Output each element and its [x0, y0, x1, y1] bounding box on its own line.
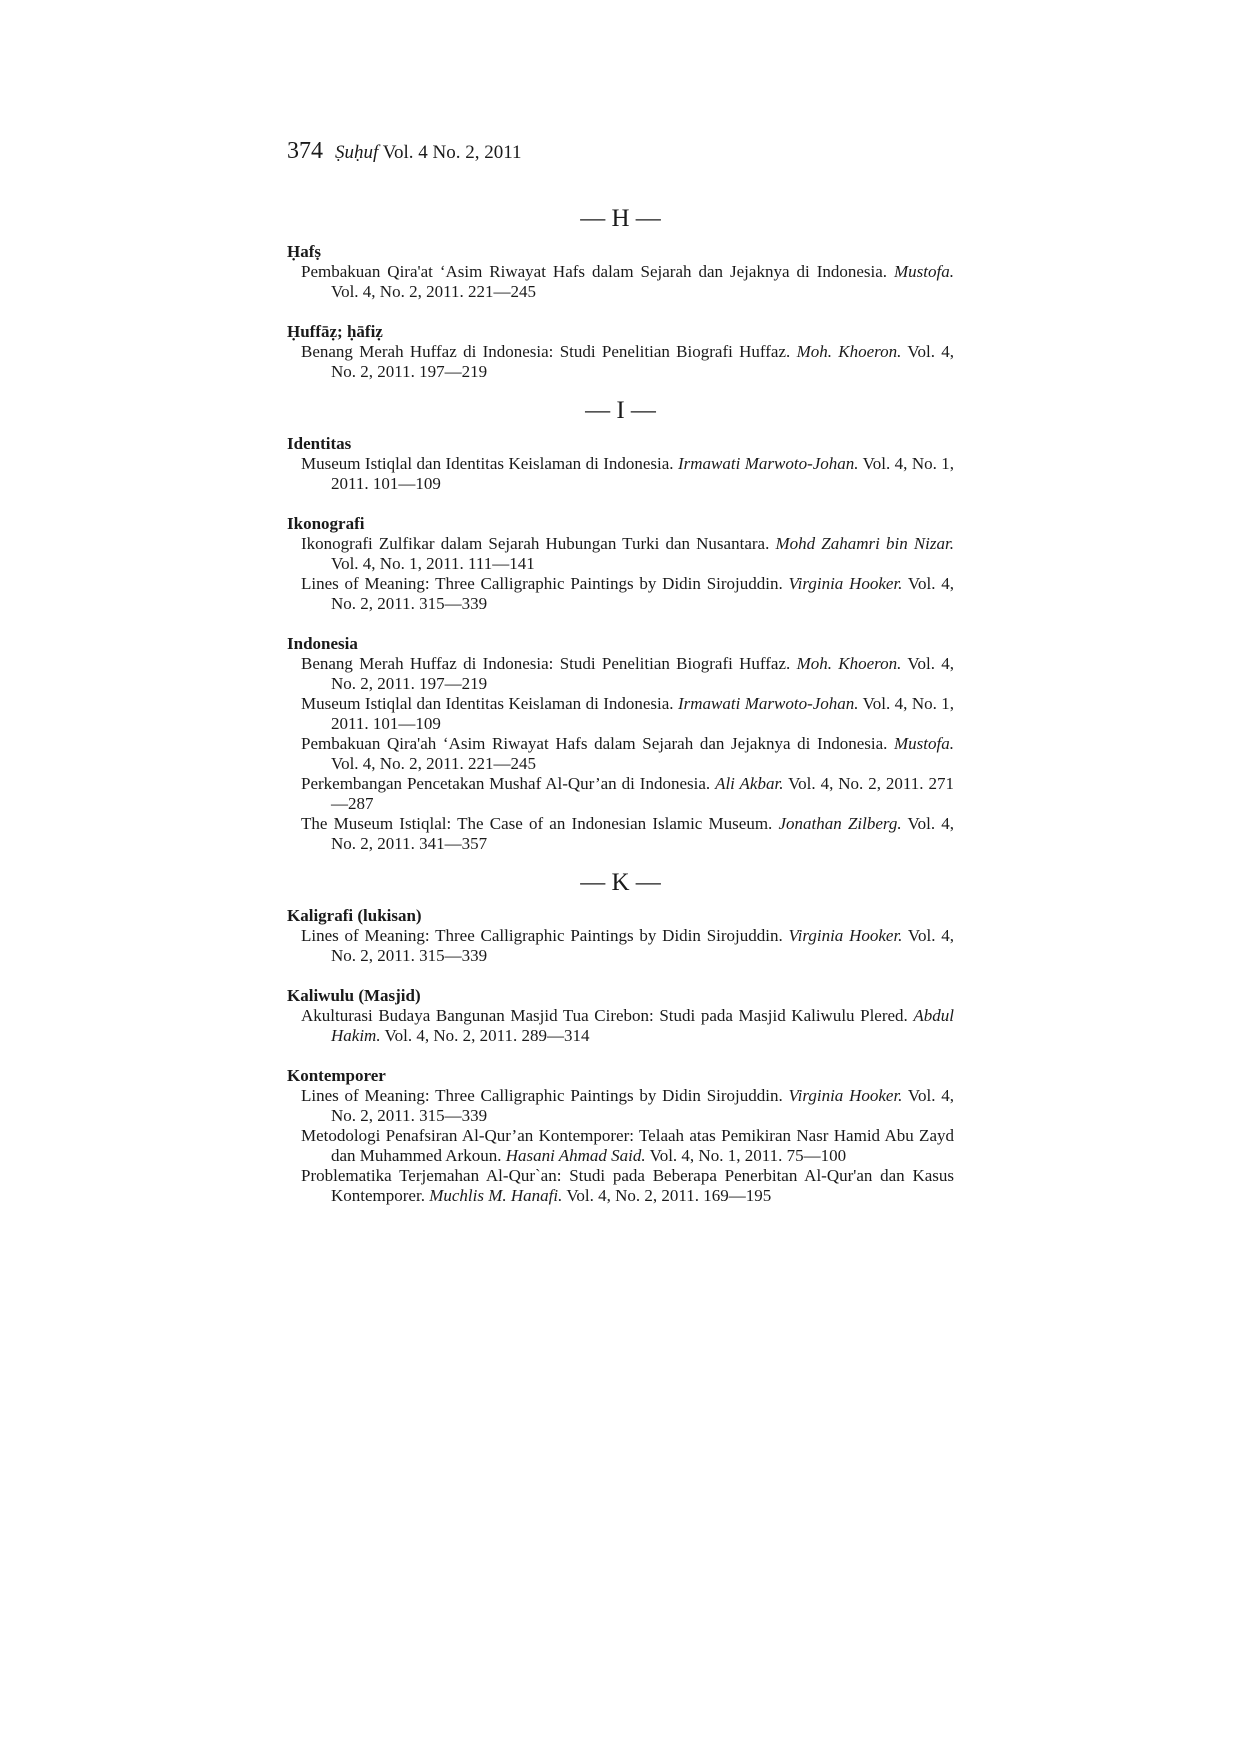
index-term-group — [287, 434, 954, 494]
entry-reference: Vol. 4, No. 2, 2011. 289—314 — [384, 1026, 590, 1045]
index-term-group — [287, 634, 954, 854]
index-term-group — [287, 322, 954, 382]
entry-author: Mohd Zahamri bin Nizar. — [775, 534, 954, 553]
entry-author: Virginia Hooker. — [788, 926, 903, 945]
entry-reference: Vol. 4, No. 1, 2011. 101—109 — [331, 454, 955, 493]
entry-author: Muchlis M. Hanafi. — [429, 1186, 563, 1205]
entry-title: Museum Istiqlal dan Identitas Keislaman di Indonesia. — [301, 454, 674, 473]
entry-title: Museum Istiqlal dan Identitas Keislaman di Indonesia. — [301, 694, 674, 713]
index-term-group — [287, 514, 954, 614]
entry-title: Metodologi Penafsiran Al-Qur’an Kontemporer: Telaah atas Pemikiran Nasr Hamid Abu Zayd dan Muhammed Arkoun. — [301, 1126, 954, 1165]
section-letter-heading: — K — — [580, 869, 661, 896]
index-term: Ḥuffāẓ; ḥāfiẓ — [287, 322, 383, 341]
entry-author: Virginia Hooker. — [788, 1086, 903, 1105]
entry-reference: Vol. 4, No. 2, 2011. 197—219 — [331, 654, 954, 693]
entry-author: Moh. Khoeron. — [796, 654, 902, 673]
section-letter-heading: — I — — [585, 397, 656, 424]
entry-reference: Vol. 4, No. 2, 2011. 221—245 — [331, 754, 536, 773]
entry-title: Benang Merah Huffaz di Indonesia: Studi Penelitian Biografi Huffaz. — [301, 654, 791, 673]
index-entry — [301, 454, 955, 494]
index-section — [287, 396, 954, 854]
entry-author: Abdul Hakim. — [331, 1006, 954, 1045]
entry-reference: Vol. 4, No. 2, 2011. 341—357 — [331, 814, 955, 853]
running-header — [287, 138, 522, 165]
index-term-group — [287, 986, 954, 1046]
index-term-group — [287, 906, 954, 966]
index-term-group — [287, 242, 954, 302]
index-term: Kaliwulu (Masjid) — [287, 986, 421, 1005]
entry-reference: Vol. 4, No. 2, 2011. 197—219 — [331, 342, 954, 381]
entry-author: Moh. Khoeron. — [796, 342, 902, 361]
index-term: Kaligrafi (lukisan) — [287, 906, 422, 925]
index-entry — [301, 1086, 954, 1126]
entry-author: Mustofa. — [894, 262, 954, 281]
index-entry — [301, 734, 954, 774]
index-section — [287, 204, 954, 382]
entry-reference: Vol. 4, No. 2, 2011. 169—195 — [566, 1186, 772, 1205]
entry-reference: Vol. 4, No. 1, 2011. 111—141 — [331, 554, 535, 573]
entry-author: Irmawati Marwoto-Johan. — [677, 454, 859, 473]
entry-title: The Museum Istiqlal: The Case of an Indonesian Islamic Museum. — [301, 814, 773, 833]
entry-author: Virginia Hooker. — [788, 574, 903, 593]
entry-author: Irmawati Marwoto-Johan. — [677, 694, 859, 713]
entry-title: Pembakuan Qira'ah ‘Asim Riwayat Hafs dalam Sejarah dan Jejaknya di Indonesia. — [301, 734, 888, 753]
entry-title: Perkembangan Pencetakan Mushaf Al-Qur’an di Indonesia. — [301, 774, 711, 793]
entry-reference: Vol. 4, No. 2, 2011. 221—245 — [331, 282, 536, 301]
entry-title: Benang Merah Huffaz di Indonesia: Studi Penelitian Biografi Huffaz. — [301, 342, 791, 361]
entry-title: Lines of Meaning: Three Calligraphic Paintings by Didin Sirojuddin. — [301, 1086, 783, 1105]
index-term: Identitas — [287, 434, 352, 453]
section-letter-heading: — H — — [580, 205, 661, 232]
entry-reference: Vol. 4, No. 2, 2011. 315—339 — [331, 926, 954, 965]
index-term: Kontemporer — [287, 1066, 386, 1085]
index-term-group — [287, 1066, 954, 1206]
entry-reference: Vol. 4, No. 2, 2011. 271—287 — [331, 774, 954, 813]
index-entry — [301, 342, 954, 382]
index-entry — [301, 694, 955, 734]
index-entry — [301, 1006, 954, 1046]
index-entry — [301, 574, 954, 614]
entry-author: Mustofa. — [894, 734, 954, 753]
index-entry — [301, 774, 954, 814]
entry-author: Ali Akbar. — [715, 774, 784, 793]
entry-title: Problematika Terjemahan Al-Qur`an: Studi pada Beberapa Penerbitan Al-Qur'an dan Kasus Kontemporer. — [301, 1166, 954, 1205]
index-term: Ḥafṣ — [287, 242, 321, 261]
entry-author: Hasani Ahmad Said. — [505, 1146, 646, 1165]
entry-title: Akulturasi Budaya Bangunan Masjid Tua Cirebon: Studi pada Masjid Kaliwulu Plered. — [301, 1006, 908, 1025]
index-section — [287, 868, 954, 1206]
index-entry — [301, 654, 954, 694]
index-term: Indonesia — [287, 634, 358, 653]
entry-reference: Vol. 4, No. 2, 2011. 315—339 — [331, 574, 954, 613]
index-term: Ikonografi — [287, 514, 365, 533]
entry-title: Pembakuan Qira'at ‘Asim Riwayat Hafs dalam Sejarah dan Jejaknya di Indonesia. — [301, 262, 888, 281]
subject-index — [287, 200, 954, 1206]
index-entry — [301, 1126, 954, 1166]
index-entry — [301, 262, 954, 302]
index-entry — [301, 534, 954, 574]
entry-author: Jonathan Zilberg. — [778, 814, 902, 833]
entry-reference: Vol. 4, No. 1, 2011. 75—100 — [649, 1146, 847, 1165]
entry-title: Ikonografi Zulfikar dalam Sejarah Hubungan Turki dan Nusantara. — [301, 534, 770, 553]
entry-title: Lines of Meaning: Three Calligraphic Paintings by Didin Sirojuddin. — [301, 574, 783, 593]
index-entry — [301, 1166, 954, 1206]
entry-reference: Vol. 4, No. 2, 2011. 315—339 — [331, 1086, 954, 1125]
entry-title: Lines of Meaning: Three Calligraphic Paintings by Didin Sirojuddin. — [301, 926, 783, 945]
page-number: 374 — [287, 138, 323, 164]
journal-issue: Vol. 4 No. 2, 2011 — [382, 142, 522, 163]
entry-reference: Vol. 4, No. 1, 2011. 101—109 — [331, 694, 955, 733]
journal-title: Ṣuḥuf — [335, 142, 379, 163]
index-entry — [301, 814, 955, 854]
index-entry — [301, 926, 954, 966]
